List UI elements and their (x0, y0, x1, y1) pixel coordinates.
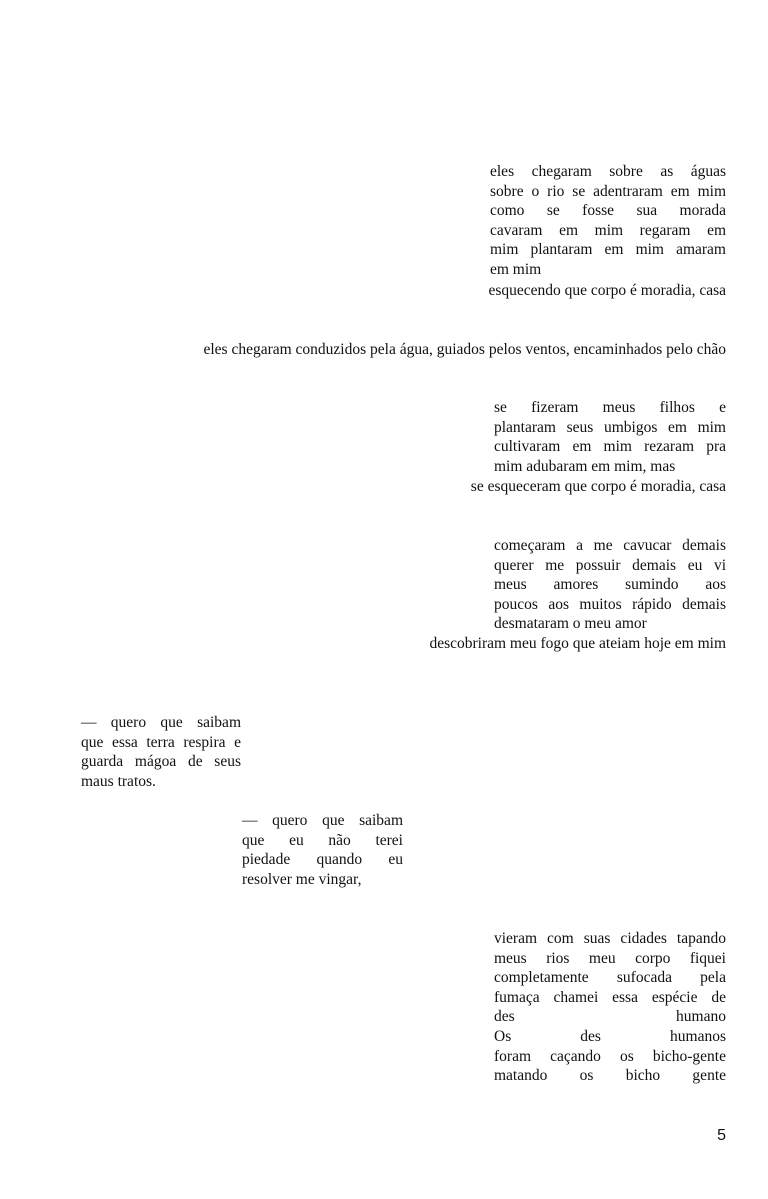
poem-line: eles chegaram conduzidos pela água, guiados pelos ventos, encaminhados pelo chão (203, 341, 726, 358)
poem-line: mim plantaram em mim amaram (490, 241, 726, 259)
poem-line: guarda mágoa de seus (81, 753, 241, 771)
poem-line: esquecendo que corpo é moradia, casa (488, 282, 726, 299)
poem-line: mim adubaram em mim, mas (494, 457, 676, 475)
stanza-3 (494, 398, 726, 476)
poem-line: desmataram o meu amor (494, 615, 647, 633)
poem-line: foram caçando os bicho-gente (494, 1047, 726, 1065)
stanza-1-closing-line (400, 281, 726, 301)
poem-line: des humano (494, 1008, 726, 1026)
stanza-4-closing-line (340, 634, 726, 654)
poem-line: plantaram seus umbigos em mim (494, 418, 726, 436)
stanza-2 (100, 340, 726, 360)
page-number: 5 (717, 1127, 726, 1144)
poem-line: em mim (490, 260, 542, 278)
poem-line: meus amores sumindo aos (494, 576, 726, 594)
poem-line: querer me possuir demais eu vi (494, 556, 726, 574)
poem-line: matando os bicho gente (494, 1067, 726, 1085)
poem-line: que eu não terei (242, 831, 403, 849)
poem-line: fumaça chamei essa espécie de (494, 988, 726, 1006)
poem-line: sobre o rio se adentraram em mim (490, 182, 726, 200)
poem-line: Os des humanos (494, 1027, 726, 1045)
stanza-7 (494, 929, 726, 1086)
stanza-1 (490, 162, 726, 280)
stanza-5 (81, 713, 241, 791)
poem-line: vieram com suas cidades tapando (494, 930, 726, 947)
stanza-3-closing-line (380, 477, 726, 497)
poem-line: que essa terra respira e (81, 733, 241, 751)
poem-line: cavaram em mim regaram em (490, 221, 726, 239)
poem-line: começaram a me cavucar demais (494, 537, 726, 554)
poem-line: completamente sufocada pela (494, 969, 726, 987)
poem-line: como se fosse sua morada (490, 202, 726, 220)
poem-line: poucos aos muitos rápido demais (494, 595, 726, 613)
poem-line: resolver me vingar, (242, 870, 362, 888)
poem-line: eles chegaram sobre as águas (490, 163, 726, 180)
poem-line: — quero que saibam (242, 812, 403, 829)
poem-line: se esqueceram que corpo é moradia, casa (470, 478, 726, 495)
stanza-6 (242, 811, 403, 889)
poem-line: piedade quando eu (242, 851, 403, 869)
stanza-4 (494, 536, 726, 634)
poem-line: se fizeram meus filhos e (494, 399, 726, 416)
poem-line: maus tratos. (81, 772, 156, 790)
poem-line: meus rios meu corpo fiquei (494, 949, 726, 967)
poem-line: descobriram meu fogo que ateiam hoje em mim (429, 635, 726, 652)
poem-line: cultivaram em mim rezaram pra (494, 438, 726, 456)
poem-line: — quero que saibam (81, 714, 241, 731)
